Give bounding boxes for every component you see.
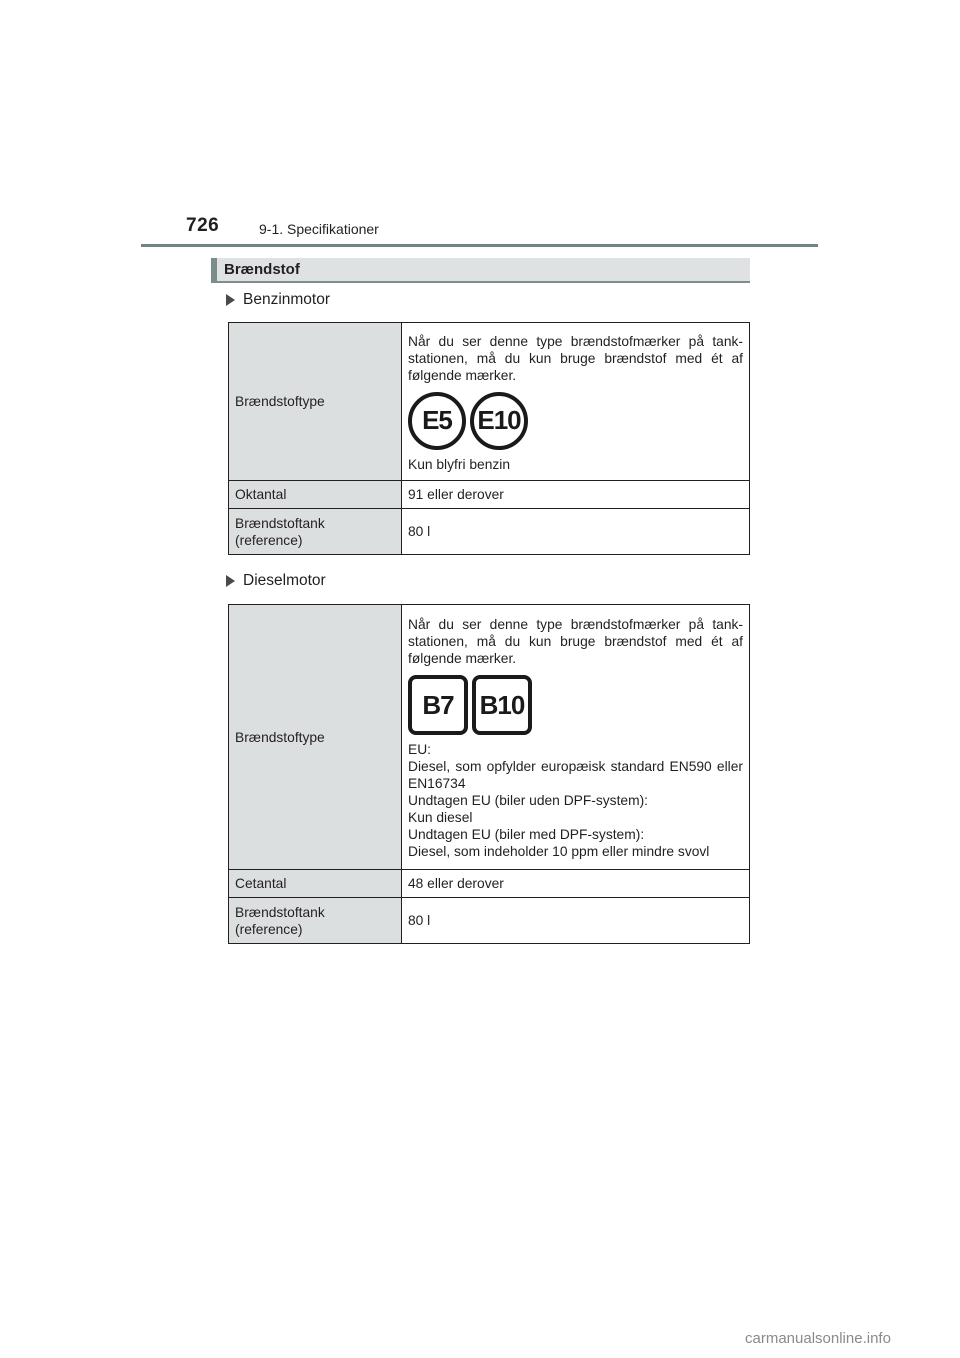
fuel-label-e5-icon: E5 bbox=[408, 392, 466, 450]
fuel-label-e10-icon: E10 bbox=[470, 392, 528, 450]
petrol-tank-value: 80 l bbox=[402, 509, 750, 555]
petrol-subheading-text: Benzinmotor bbox=[243, 291, 331, 308]
diesel-spec-table bbox=[228, 604, 750, 944]
petrol-tank-label bbox=[229, 509, 402, 555]
tank-label-line-2: (reference) bbox=[235, 921, 303, 937]
diesel-note: Undtagen EU (biler med DPF-system): bbox=[408, 827, 645, 842]
petrol-fuel-type-value bbox=[402, 323, 750, 481]
table-row bbox=[229, 605, 750, 870]
diesel-fuel-type-value bbox=[402, 605, 750, 870]
table-row bbox=[229, 898, 750, 944]
fuel-label-b7-icon: B7 bbox=[408, 675, 468, 735]
title-accent bbox=[211, 258, 217, 281]
diesel-fuel-intro: Når du ser denne type brændstofmærker på tank-stationen, må du kun bruge brændstof med ét af følgende mærker. bbox=[408, 617, 743, 666]
section-title: Brændstof bbox=[224, 261, 300, 278]
diesel-note: Diesel, som opfylder europæisk standard EN590 eller EN16734 bbox=[408, 759, 743, 791]
cetane-label: Cetantal bbox=[229, 870, 402, 898]
diesel-tank-label bbox=[229, 898, 402, 944]
diesel-note: Kun diesel bbox=[408, 810, 473, 825]
page-number: 726 bbox=[186, 215, 220, 236]
tank-label-line-1: Brændstoftank bbox=[235, 904, 325, 920]
octane-label: Oktantal bbox=[229, 481, 402, 509]
petrol-fuel-intro: Når du ser denne type brændstofmærker på tank-stationen, må du kun bruge brændstof med ét af følgende mærker. bbox=[408, 333, 743, 383]
diesel-subheading-text: Dieselmotor bbox=[243, 572, 326, 589]
section-header: 9-1. Specifikationer bbox=[259, 221, 379, 237]
section-title-bar bbox=[211, 258, 750, 283]
diesel-fuel-notes bbox=[408, 741, 743, 860]
arrow-right-icon bbox=[226, 575, 235, 587]
table-row bbox=[229, 509, 750, 555]
diesel-note: Diesel, som indeholder 10 ppm eller mindre svovl bbox=[408, 844, 710, 859]
petrol-fuel-note: Kun blyfri benzin bbox=[408, 456, 511, 472]
table-row bbox=[229, 323, 750, 481]
octane-value: 91 eller derover bbox=[402, 481, 750, 509]
diesel-tank-value: 80 l bbox=[402, 898, 750, 944]
table-row bbox=[229, 481, 750, 509]
diesel-note: Undtagen EU (biler uden DPF-system): bbox=[408, 793, 649, 808]
diesel-fuel-type-label: Brændstoftype bbox=[229, 605, 402, 870]
cetane-value: 48 eller derover bbox=[402, 870, 750, 898]
tank-label-line-2: (reference) bbox=[235, 532, 303, 548]
petrol-subheading bbox=[226, 291, 330, 309]
diesel-fuel-badges bbox=[408, 675, 743, 735]
arrow-right-icon bbox=[226, 294, 235, 306]
petrol-fuel-type-label: Brændstoftype bbox=[229, 323, 402, 481]
table-row bbox=[229, 870, 750, 898]
header-divider bbox=[141, 244, 818, 247]
fuel-label-b10-icon: B10 bbox=[472, 675, 532, 735]
diesel-note: EU: bbox=[408, 742, 431, 757]
diesel-subheading bbox=[226, 572, 326, 590]
petrol-spec-table bbox=[228, 322, 750, 555]
watermark: carmanualsonline.info bbox=[745, 1330, 891, 1347]
petrol-fuel-badges bbox=[408, 392, 743, 450]
tank-label-line-1: Brændstoftank bbox=[235, 515, 325, 531]
